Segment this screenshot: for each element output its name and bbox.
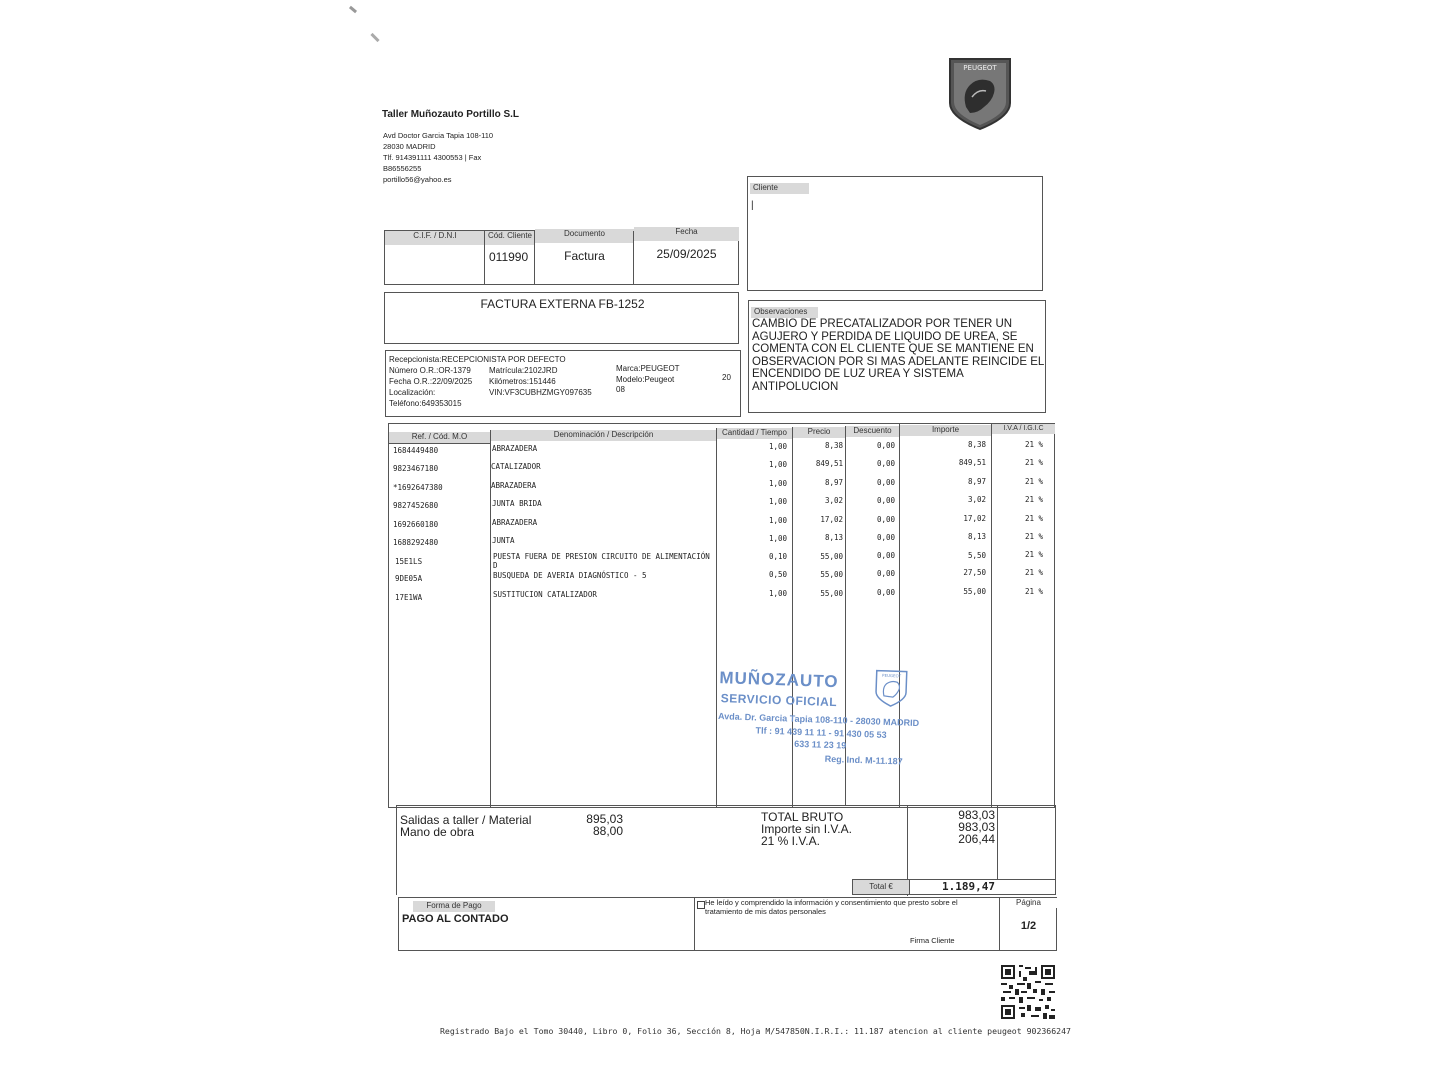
- row-ref: 17E1WA: [395, 593, 423, 602]
- row-price: 55,00: [820, 589, 843, 598]
- factura-title: FACTURA EXTERNA FB-1252: [480, 297, 645, 311]
- cif-label: C.I.F. / D.N.I: [385, 231, 485, 245]
- col-header-price: Precio: [793, 427, 845, 438]
- stamp-line1: MUÑOZAUTO: [719, 668, 839, 692]
- row-amount: 8,13: [967, 532, 986, 541]
- payment-box: [398, 897, 1057, 951]
- consent-checkbox[interactable]: [697, 901, 705, 909]
- row-amount: 849,51: [958, 458, 986, 467]
- address-line: 28030 MADRID: [383, 142, 436, 151]
- cliente-value: |: [751, 200, 754, 211]
- row-disc: 0,00: [876, 588, 895, 597]
- mano-value: 88,00: [592, 824, 623, 838]
- row-amount: 55,00: [963, 587, 986, 596]
- stamp-lion-icon: [872, 667, 909, 708]
- row-ref: 9DE05A: [395, 574, 423, 583]
- row-iva: 21 %: [1024, 514, 1043, 523]
- bruto-label: TOTAL BRUTO: [761, 810, 844, 824]
- modelo: Modelo:Peugeot: [616, 375, 675, 384]
- row-desc: JUNTA: [492, 536, 515, 545]
- total-label: Total €: [853, 880, 909, 894]
- vehicle-info-box: [385, 350, 741, 417]
- col-header-amount: Importe: [900, 425, 991, 436]
- fecha-or: Fecha O.R.:22/09/2025: [389, 377, 473, 386]
- row-disc: 0,00: [876, 569, 895, 578]
- row-qty: 1,00: [768, 479, 787, 488]
- stamp-line5: 633 11 23 19: [794, 738, 847, 751]
- observaciones-line: OBSERVACION POR SI MAS ADELANTE REINCIDE EL: [752, 355, 1045, 368]
- row-ref: 15E1LS: [395, 557, 423, 566]
- row-desc: ABRAZADERA: [491, 481, 537, 490]
- col-header-desc: Denominación / Descripción: [491, 430, 716, 441]
- row-ref: 1688292480: [393, 538, 439, 547]
- vin: VIN:VF3CUBHZMGY097635: [489, 388, 592, 397]
- modelo-line2: 08: [616, 385, 625, 394]
- iva-value: 206,44: [958, 832, 995, 846]
- scan-speck: [349, 6, 357, 13]
- salidas-value: 895,03: [586, 812, 623, 826]
- address-line: Tlf. 914391111 4300553 | Fax: [383, 153, 482, 162]
- row-disc: 0,00: [876, 459, 895, 468]
- observaciones-text: [752, 318, 1045, 394]
- row-desc-line2: D: [493, 561, 498, 570]
- row-ref: *1692647380: [393, 483, 443, 492]
- row-disc: 0,00: [876, 478, 895, 487]
- cod-cliente-label: Cód. Cliente: [485, 231, 535, 245]
- row-price: 55,00: [820, 552, 843, 561]
- observaciones-label: Observaciones: [751, 307, 818, 318]
- row-ref: 9823467180: [393, 464, 439, 473]
- address-line: portillo56@yahoo.es: [383, 175, 452, 184]
- row-ref: 9827452680: [393, 501, 439, 510]
- row-qty: 0,50: [768, 570, 787, 579]
- row-price: 55,00: [820, 570, 843, 579]
- footer-text: Registrado Bajo el Tomo 30440, Libro 0, Folio 36, Sección 8, Hoja M/547850N.I.R.I.: 11.187 atencion al cliente peugeot 902366247: [440, 1026, 1071, 1036]
- peugeot-logo: [944, 55, 1016, 131]
- row-ref: 1684449480: [393, 446, 439, 455]
- factura-title-box: [384, 292, 739, 344]
- firma-label: Firma Cliente: [910, 936, 955, 945]
- row-disc: 0,00: [876, 515, 895, 524]
- pagina-label: Página: [1000, 898, 1057, 908]
- row-price: 8,38: [824, 441, 843, 450]
- address-line: B86556255: [383, 164, 422, 173]
- importe-value: 983,03: [958, 820, 995, 834]
- documento-value: Factura: [564, 249, 605, 263]
- telefono: Teléfono:649353015: [389, 399, 462, 408]
- row-ref: 1692660180: [393, 520, 439, 529]
- company-name: Taller Muñozauto Portillo S.L: [382, 109, 520, 120]
- row-qty: 0,10: [768, 552, 787, 561]
- payment-label: Forma de Pago: [413, 901, 495, 912]
- row-amount: 17,02: [963, 514, 986, 523]
- row-price: 8,97: [824, 478, 843, 487]
- row-iva: 21 %: [1024, 550, 1043, 559]
- stamp-line4: Tlf : 91 439 11 11 - 91 430 05 53: [755, 725, 887, 740]
- iva-label: 21 % I.V.A.: [761, 834, 820, 848]
- row-amount: 8,97: [967, 477, 986, 486]
- cliente-box: [747, 176, 1043, 291]
- fecha-label: Fecha: [634, 227, 739, 241]
- scan-speck: [370, 33, 379, 42]
- recepcionista: Recepcionista:RECEPCIONISTA POR DEFECTO: [389, 355, 566, 364]
- cod-cliente-value: 011990: [489, 250, 529, 264]
- salidas-label: Salidas a taller / Material: [400, 813, 532, 827]
- table-row: [389, 587, 1054, 609]
- row-desc: JUNTA BRIDA: [492, 499, 542, 508]
- total-box: [852, 879, 1056, 895]
- company-address: [383, 131, 493, 184]
- stamp-line6: Reg. Ind. M-11.187: [824, 753, 903, 767]
- row-amount: 5,50: [967, 551, 986, 560]
- row-qty: 1,00: [768, 589, 787, 598]
- documento-label: Documento: [535, 229, 634, 243]
- col-header-ref: Ref. / Cód. M.O: [389, 432, 490, 443]
- row-qty: 1,00: [768, 497, 787, 506]
- kilometros: Kilómetros:151446: [489, 377, 556, 386]
- row-disc: 0,00: [876, 533, 895, 542]
- row-price: 8,13: [824, 533, 843, 542]
- mano-label: Mano de obra: [400, 825, 475, 839]
- pagina-value: 1/2: [1020, 920, 1037, 932]
- row-price: 3,02: [824, 496, 843, 505]
- row-iva: 21 %: [1024, 440, 1043, 449]
- row-iva: 21 %: [1024, 495, 1043, 504]
- row-desc: BUSQUEDA DE AVERIA DIAGNÓSTICO - 5: [493, 571, 647, 580]
- cliente-label: Cliente: [750, 183, 809, 194]
- stamp-logo-text: PEUGEOT: [881, 672, 902, 679]
- row-desc: ABRAZADERA: [492, 444, 538, 453]
- observaciones-line: CAMBIO DE PRECATALIZADOR POR TENER UN: [752, 318, 1013, 330]
- total-value: 1.189,47: [942, 880, 995, 893]
- row-qty: 1,00: [768, 516, 787, 525]
- row-qty: 1,00: [768, 442, 787, 451]
- col-header-disc: Descuento: [846, 426, 899, 437]
- numero-or: Número O.R.:OR-1379: [389, 366, 471, 375]
- row-iva: 21 %: [1024, 477, 1043, 486]
- row-price: 849,51: [815, 459, 843, 468]
- observaciones-line: ENCENDIDO DE LUZ UREA Y SISTEMA ANTIPOLUCION: [752, 368, 964, 393]
- row-desc: SUSTITUCION CATALIZADOR: [493, 590, 597, 599]
- fecha-value: 25/09/2025: [656, 247, 717, 261]
- row-amount: 3,02: [967, 495, 986, 504]
- official-stamp: [714, 662, 948, 780]
- logo-text: PEUGEOT: [963, 64, 997, 72]
- observaciones-line: COMENTA CON EL CLIENTE QUE SE MANTIENE EN: [752, 343, 1034, 356]
- importe-label: Importe sin I.V.A.: [761, 822, 852, 836]
- address-line: Avd Doctor Garcia Tapia 108-110: [383, 131, 494, 140]
- row-desc: CATALIZADOR: [491, 462, 541, 471]
- row-price: 17,02: [820, 515, 843, 524]
- col-header-iva: I.V.A / I.G.I.C: [992, 424, 1055, 434]
- payment-value: PAGO AL CONTADO: [402, 913, 509, 925]
- observaciones-box: [748, 300, 1046, 413]
- modelo-number: 20: [722, 373, 731, 382]
- row-amount: 8,38: [967, 440, 986, 449]
- observaciones-line: AGUJERO Y PERDIDA DE LIQUIDO DE UREA, SE: [752, 330, 1018, 343]
- row-disc: 0,00: [876, 551, 895, 560]
- matricula: Matrícula:2102JRD: [489, 366, 558, 375]
- row-iva: 21 %: [1024, 458, 1043, 467]
- stamp-line3: Avda. Dr. Garcia Tapia 108-110 - 28030 MADRID: [717, 711, 920, 729]
- row-qty: 1,00: [768, 460, 787, 469]
- doc-header-box: [384, 227, 739, 285]
- row-disc: 0,00: [876, 496, 895, 505]
- bruto-value: 983,03: [958, 808, 995, 822]
- col-header-qty: Cantidad / Tiempo: [717, 428, 792, 439]
- localizacion: Localización:: [389, 388, 436, 397]
- stamp-line2: SERVICIO OFICIAL: [720, 691, 838, 710]
- row-amount: 27,50: [963, 568, 986, 577]
- row-iva: 21 %: [1024, 532, 1043, 541]
- row-iva: 21 %: [1024, 568, 1043, 577]
- row-desc: ABRAZADERA: [492, 518, 538, 527]
- consent-text: He leído y comprendido la información y consentimiento que presto sobre el tratamiento de mis datos personales: [705, 898, 958, 916]
- row-iva: 21 %: [1024, 587, 1043, 596]
- row-qty: 1,00: [768, 534, 787, 543]
- qr-code-icon: [1001, 965, 1055, 1019]
- marca: Marca:PEUGEOT: [616, 364, 680, 373]
- row-disc: 0,00: [876, 441, 895, 450]
- row-desc: PUESTA FUERA DE PRESION CIRCUITO DE ALIMENTACIÓN: [493, 552, 710, 561]
